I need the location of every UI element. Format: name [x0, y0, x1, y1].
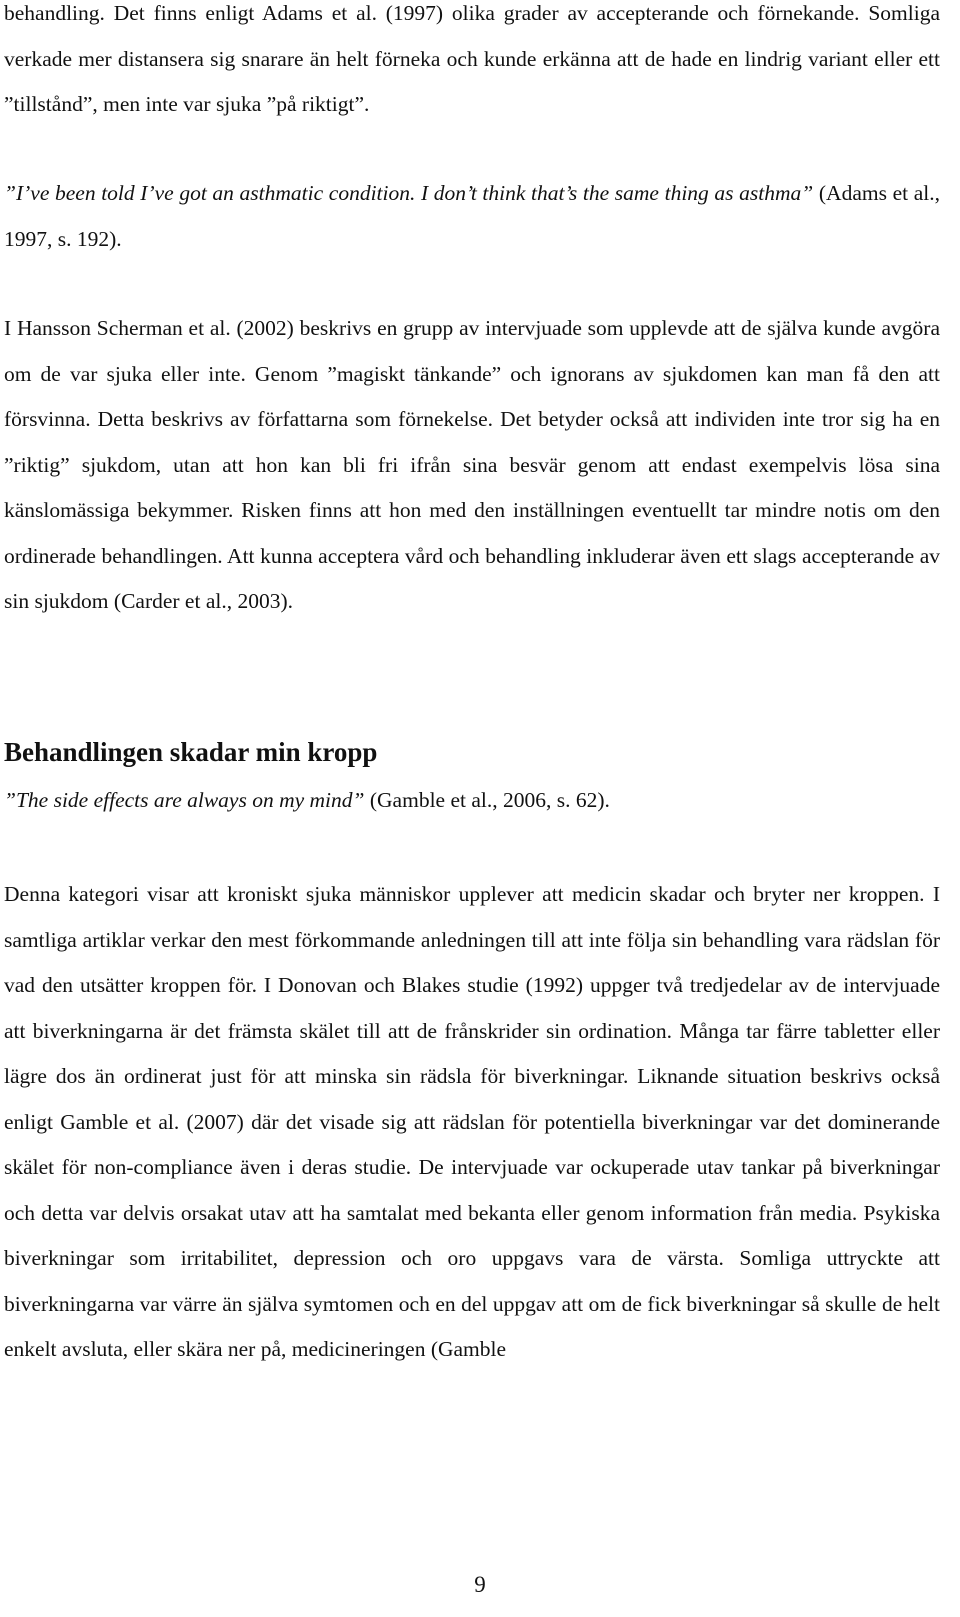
- quote-asthma: [4, 171, 940, 262]
- quote-side-effects-citation: (Gamble et al., 2006, s. 62).: [364, 788, 610, 812]
- body-paragraph-denial: I Hansson Scherman et al. (2002) beskrivs en grupp av intervjuade som upplevde att de själva kunde avgöra om de var sjuka eller inte. Genom ”magiskt tänkande” och ignorans av sjukdomen kan man få den att försvinna. Detta beskrivs av författarna som förnekelse. Det betyder också att individen inte tror sig ha en ”riktig” sjukdom, utan att hon kan bli fri ifrån sina besvär genom att endast exempelvis lösa sina känslomässiga bekymmer. Risken finns att hon med den inställningen eventuellt tar mindre notis om den ordinerade behandlingen. Att kunna acceptera vård och behandling inkluderar även ett slags accepterande av sin sjukdom (Carder et al., 2003).: [4, 316, 940, 613]
- quote-asthma-text: ”I’ve been told I’ve got an asthmatic condition. I don’t think that’s the same thing as asthma”: [4, 181, 814, 205]
- section-heading: Behandlingen skadar min kropp: [4, 737, 378, 767]
- quote-side-effects: [4, 778, 940, 824]
- page-number: 9: [474, 1572, 486, 1597]
- quote-asthma-citation: (Adams et al., 1997, s. 192).: [4, 181, 940, 251]
- body-paragraph-acceptance: behandling. Det finns enligt Adams et al. (1997) olika grader av accepterande och förnekande. Somliga verkade mer distansera sig snarare än helt förneka och kunde erkänna att de hade en lindrig variant eller ett ”tillstånd”, men inte var sjuka ”på riktigt”.: [4, 1, 940, 116]
- quote-side-effects-text: ”The side effects are always on my mind”: [4, 788, 365, 812]
- body-paragraph-side-effects: Denna kategori visar att kroniskt sjuka människor upplever att medicin skadar och bryter ner kroppen. I samtliga artiklar verkar den mest förkommande anledningen till att inte följa sin behandling vara rädslan för vad den utsätter kroppen för. I Donovan och Blakes studie (1992) uppger två tredjedelar av de intervjuade att biverkningarna är det främsta skälet till att de frånskrider sin ordination. Många tar färre tabletter eller lägre dos än ordinerat just för att minska sin rädsla för biverkningar. Liknande situation beskrivs också enligt Gamble et al. (2007) där det visade sig att rädslan för potentiella biverkningar var det dominerande skälet för non-compliance även i deras studie. De intervjuade var ockuperade utav tankar på biverkningar och detta var delvis orsakat utav att ha samtalat med bekanta eller genom information från media. Psykiska biverkningar som irritabilitet, depression och oro uppgavs vara de värsta. Somliga uttryckte att biverkningarna var värre än själva symtomen och en del uppgav att om de fick biverkningar så skulle de helt enkelt avsluta, eller skära ner på, medicineringen (Gamble: [4, 882, 940, 1361]
